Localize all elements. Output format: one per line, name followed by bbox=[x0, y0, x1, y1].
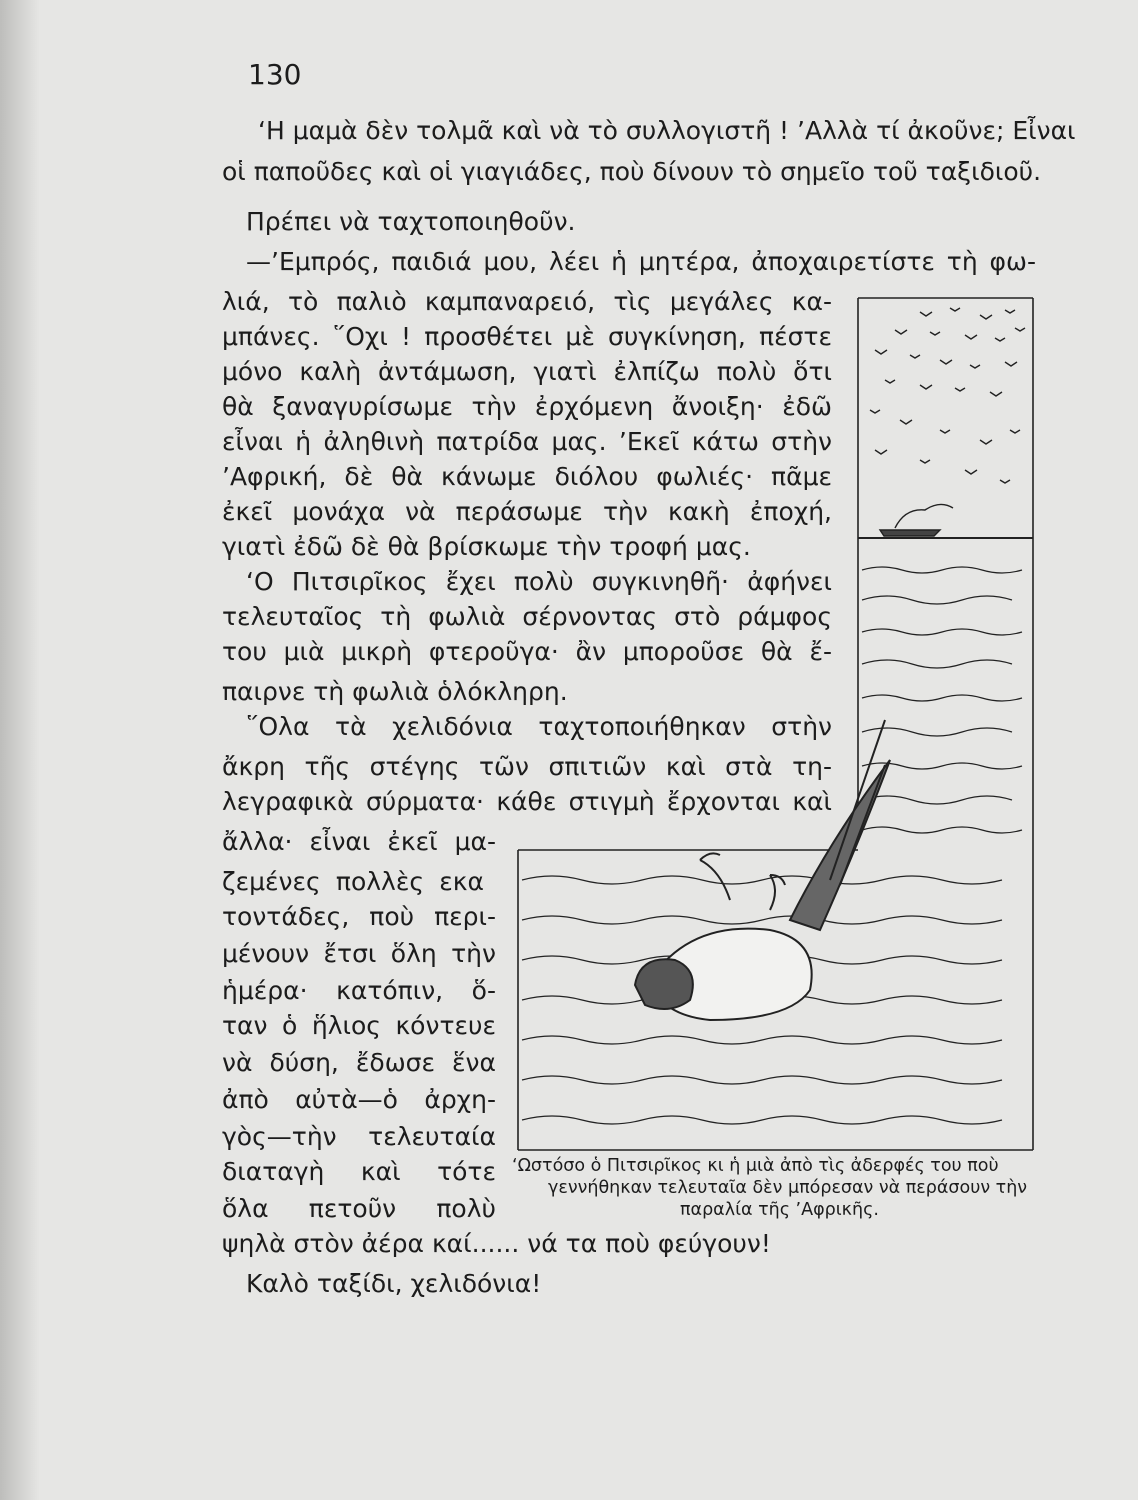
text-line: ζεμένες πολλὲς εκα bbox=[222, 867, 484, 896]
text-line: λιά, τὸ παλιὸ καμπαναρειό, τὶς μεγάλες κα- bbox=[222, 287, 832, 316]
text-line: ‘Η μαμὰ δὲν τολμᾶ καὶ νὰ τὸ συλλογιστῆ ! ’Αλλὰ τί ἀκοῦνε; Εἶναι bbox=[258, 116, 1076, 145]
text-line: διαταγὴ καὶ τότε bbox=[222, 1157, 496, 1186]
sea-waves bbox=[522, 567, 1022, 1124]
text-line: ὅλα πετοῦν πολὺ bbox=[222, 1194, 496, 1223]
text-line: ἄλλα· εἶναι ἐκεῖ μα- bbox=[222, 827, 496, 856]
steamship-icon bbox=[880, 504, 953, 536]
text-line: νὰ δύση, ἔδωσε ἕνα bbox=[222, 1048, 496, 1077]
text-line: παιρνε τὴ φωλιὰ ὁλόκληρη. bbox=[222, 677, 568, 706]
swallow-bird-icon bbox=[635, 720, 890, 1020]
text-line: Καλὸ ταξίδι, χελιδόνια! bbox=[246, 1269, 542, 1298]
text-line: ‘Ο Πιτσιρῖκος ἔχει πολὺ συγκινηθῆ· ἀφήνει bbox=[246, 567, 832, 596]
text-line: εἶναι ἡ ἀληθινὴ πατρίδα μας. ’Εκεῖ κάτω στὴν bbox=[222, 427, 832, 456]
text-line: οἱ παποῦδες καὶ οἱ γιαγιάδες, ποὺ δίνουν τὸ σημεῖο τοῦ ταξιδιοῦ. bbox=[222, 157, 1042, 186]
illustration-swallow-in-sea bbox=[500, 280, 1060, 1160]
text-line: ταν ὁ ἥλιος κόντευε bbox=[222, 1011, 496, 1040]
text-line: μένουν ἔτσι ὅλη τὴν bbox=[222, 939, 496, 968]
flying-birds bbox=[870, 308, 1025, 483]
page-number: 130 bbox=[248, 58, 302, 91]
text-line: Πρέπει νὰ ταχτοποιηθοῦν. bbox=[246, 207, 576, 236]
text-line: ψηλὰ στὸν ἀέρα καί...... νά τα ποὺ φεύγουν! bbox=[222, 1229, 771, 1258]
text-line: του μιὰ μικρὴ φτεροῦγα· ἂν μποροῦσε θὰ ἔ- bbox=[222, 637, 832, 666]
text-line: ἡμέρα· κατόπιν, ὅ- bbox=[222, 976, 496, 1005]
text-line: ἄκρη τῆς στέγης τῶν σπιτιῶν καὶ στὰ τη- bbox=[222, 752, 832, 781]
text-line: ’Αφρική, δὲ θὰ κάνωμε διόλου φωλιές· πᾶμε bbox=[222, 462, 832, 491]
text-line: ῞Ολα τὰ χελιδόνια ταχτοποιήθηκαν στὴν bbox=[246, 712, 832, 741]
text-line: ἀπὸ αὐτὰ—ὁ ἀρχη- bbox=[222, 1085, 496, 1114]
figure-caption-line: γεννήθηκαν τελευταῖα δὲν μπόρεσαν νὰ περάσουν τὴν bbox=[548, 1178, 1028, 1198]
text-line: τελευταῖος τὴ φωλιὰ σέρνοντας στὸ ράμφος bbox=[222, 602, 832, 631]
text-line: θὰ ξαναγυρίσωμε τὴν ἐρχόμενη ἄνοιξη· ἐδῶ bbox=[222, 392, 832, 421]
text-line: μπάνες. ῞Οχι ! προσθέτει μὲ συγκίνηση, πέστε bbox=[222, 322, 832, 351]
text-line: μόνο καλὴ ἀντάμωση, γιατὶ ἐλπίζω πολὺ ὅτι bbox=[222, 357, 832, 386]
text-line: γιατὶ ἐδῶ δὲ θὰ βρίσκωμε τὴν τροφή μας. bbox=[222, 532, 751, 561]
page-gutter-shadow bbox=[0, 0, 40, 1500]
text-line: —’Εμπρός, παιδιά μου, λέει ἡ μητέρα, ἀποχαιρετίστε τὴ φω- bbox=[246, 247, 1036, 276]
text-line: ἐκεῖ μονάχα νὰ περάσωμε τὴν κακὴ ἐποχή, bbox=[222, 497, 832, 526]
figure-caption-line: παραλία τῆς ’Αφρικῆς. bbox=[680, 1200, 879, 1220]
figure-caption-line: ‘Ωστόσο ὁ Πιτσιρῖκος κι ἡ μιὰ ἀπὸ τὶς ἀδερφές του ποὺ bbox=[512, 1156, 999, 1176]
text-line: λεγραφικὰ σύρματα· κάθε στιγμὴ ἔρχονται καὶ bbox=[222, 787, 832, 816]
text-line: τοντάδες, ποὺ περι- bbox=[222, 902, 496, 931]
text-line: γὸς—τὴν τελευταία bbox=[222, 1122, 496, 1151]
